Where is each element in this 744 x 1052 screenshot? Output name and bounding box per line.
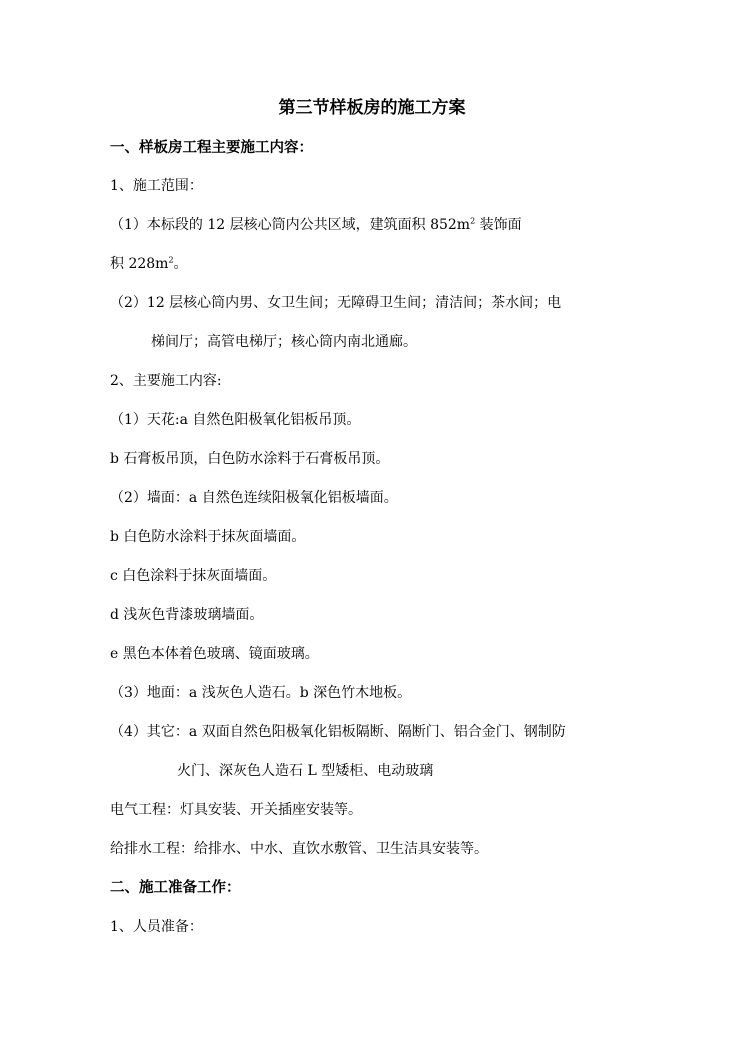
content-wall-b: b 白色防水涂料于抹灰面墙面。 [110, 529, 306, 545]
item-label-main-content: 2、主要施工内容: [110, 373, 222, 389]
content-other: （4）其它：a 双面自然色阳极氧化铝板隔断、隔断门、铝合金门、钢制防 [110, 724, 566, 740]
paragraph-text: （1）本标段的 12 层核心筒内公共区域，建筑面积 852m [110, 217, 471, 233]
content-electrical: 电气工程：灯具安装、开关插座安装等。 [110, 802, 362, 818]
page-title: 第三节样板房的施工方案 [278, 98, 466, 118]
item-label-scope: 1、施工范围： [110, 178, 203, 194]
paragraph-scope-1 [110, 215, 522, 235]
item-label-personnel: 1、人员准备： [110, 919, 203, 935]
content-ceiling-a: （1）天花:a 自然色阳极氧化铝板吊顶。 [110, 412, 361, 428]
content-wall-d: d 浅灰色背漆玻璃墙面。 [110, 607, 264, 623]
superscript: 2 [168, 255, 174, 265]
paragraph-scope-2: （2）12 层核心筒内男、女卫生间；无障碍卫生间；清洁间；茶水间；电 [110, 295, 562, 311]
superscript: 2 [470, 216, 476, 226]
content-plumbing: 给排水工程：给排水、中水、直饮水敷管、卫生洁具安装等。 [110, 841, 488, 857]
paragraph-text: 积 228m [110, 256, 169, 272]
content-other-continued: 火门、深灰色人造石 L 型矮柜、电动玻璃 [177, 763, 434, 779]
paragraph-text: 装饰面 [475, 217, 522, 233]
content-floor: （3）地面：a 浅灰色人造石。b 深色竹木地板。 [110, 685, 412, 701]
content-wall-a: （2）墙面：a 自然色连续阳极氧化铝板墙面。 [110, 490, 398, 506]
paragraph-scope-1-continued [110, 254, 188, 274]
section-heading-preparation: 二、施工准备工作： [110, 879, 241, 896]
content-wall-c: c 白色涂料于抹灰面墙面。 [110, 568, 277, 584]
paragraph-scope-2-continued: 梯间厅；高管电梯厅；核心筒内南北通廊。 [151, 334, 417, 350]
content-wall-e: e 黑色本体着色玻璃、镜面玻璃。 [110, 646, 319, 662]
paragraph-text: 。 [173, 256, 188, 272]
content-ceiling-b: b 石膏板吊顶，白色防水涂料于石膏板吊顶。 [110, 451, 390, 467]
section-heading-construction-content: 一、样板房工程主要施工内容： [110, 139, 313, 156]
